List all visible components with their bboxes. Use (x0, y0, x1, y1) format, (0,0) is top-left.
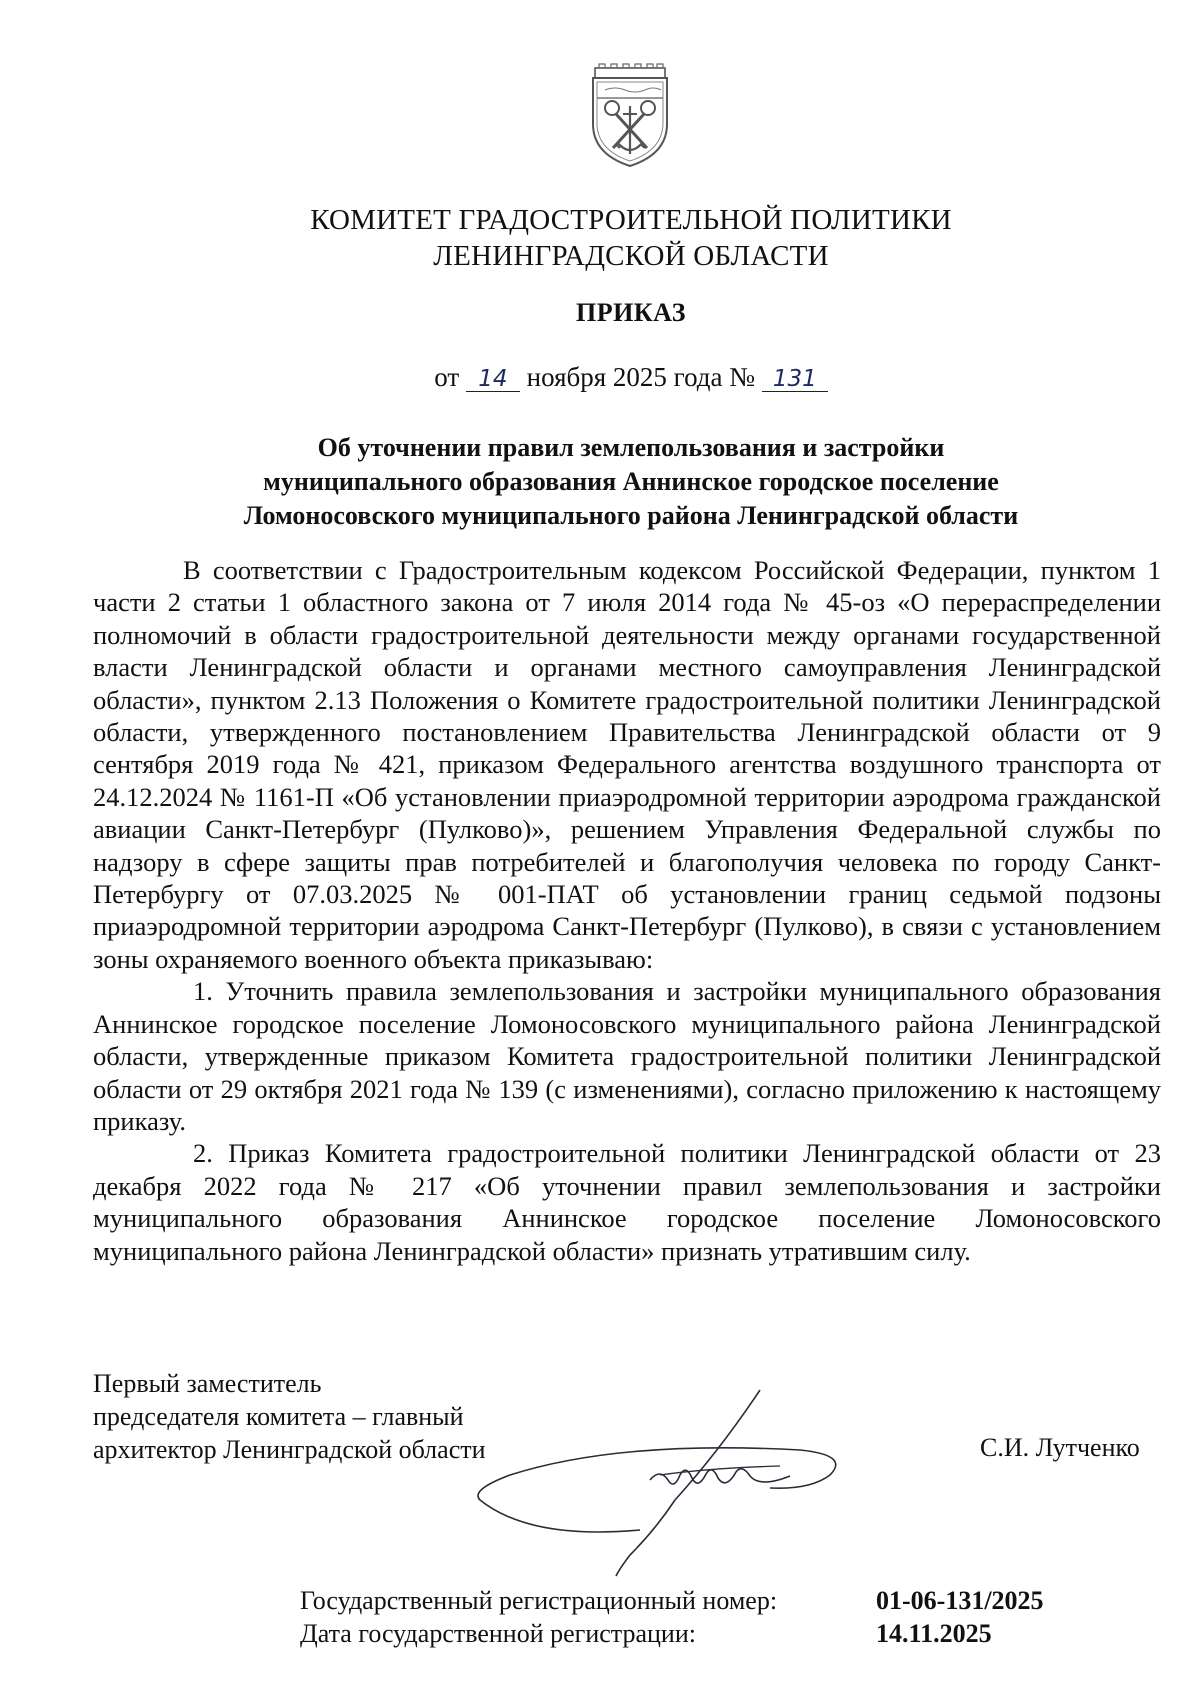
order-date-line (0, 362, 1200, 393)
signatory-name: С.И. Лутченко (980, 1433, 1140, 1462)
position-line1: Первый заместитель (93, 1369, 322, 1398)
date-middle: ноября 2025 года № (526, 362, 756, 392)
registration-date-label: Дата государственной регистрации: (300, 1619, 696, 1648)
order-body (93, 554, 1161, 1267)
registration-date-value: 14.11.2025 (876, 1619, 992, 1648)
order-item-2: 2. Приказ Комитета градостроительной политики Ленинградской области от 23 декабря 2022 года № 217 «Об уточнении правил землепользования и застройки муниципального образования Аннинское городское поселение Ломоносовского муниципального района Ленинградской области» признать утратившим силу. (93, 1138, 1161, 1266)
handwritten-signature (470, 1380, 940, 1580)
committee-name-line2: ЛЕНИНГРАДСКОЙ ОБЛАСТИ (433, 240, 829, 272)
subject-line2: муниципального образования Аннинское городское поселение (263, 467, 999, 496)
committee-name (0, 202, 1200, 274)
preamble-paragraph: В соответствии с Градостроительным кодексом Российской Федерации, пунктом 1 части 2 статьи 1 областного закона от 7 июля 2014 года № 45-оз «О перераспределении полномочий в области градостроительной деятельности между органами государственной власти Ленинградской области и органами местного самоуправления Ленинградской области», пунктом 2.13 Положения о Комитете градостроительной политики Ленинградской области, утвержденного постановлением Правительства Ленинградской области от 9 сентября 2019 года № 421, приказом Федерального агентства воздушного транспорта от 24.12.2024 № 1161-П «Об установлении приаэродромной территории аэродрома гражданской авиации Санкт-Петербург (Пулково)», решением Управления Федеральной службы по надзору в сфере защиты прав потребителей и благополучия человека по городу Санкт-Петербургу от 07.03.2025 № 001-ПАТ об установлении границ седьмой подзоны приаэродромной территории аэродрома Санкт-Петербург (Пулково), в связи с установлением зоны охраняемого военного объекта приказываю: (93, 555, 1161, 974)
position-line3: архитектор Ленинградской области (93, 1435, 486, 1464)
order-day: 14 (466, 367, 520, 392)
order-number: 131 (762, 367, 828, 392)
committee-name-line1: КОМИТЕТ ГРАДОСТРОИТЕЛЬНОЙ ПОЛИТИКИ (310, 204, 952, 236)
order-item-1: 1. Уточнить правила землепользования и застройки муниципального образования Аннинское городское поселение Ломоносовского муниципального района Ленинградской области, утвержденные приказом Комитета градостроительной политики Ленинградской области от 29 октября 2021 года № 139 (с изменениями), согласно приложению к настоящему приказу. (93, 976, 1161, 1136)
registration-number-value: 01-06-131/2025 (876, 1586, 1044, 1615)
position-line2: председателя комитета – главный (93, 1402, 464, 1431)
leningrad-oblast-coat-of-arms-icon (585, 62, 675, 170)
registration-number-label: Государственный регистрационный номер: (300, 1586, 778, 1615)
subject-line3: Ломоносовского муниципального района Ленинградской области (243, 501, 1019, 530)
subject-line1: Об уточнении правил землепользования и застройки (317, 433, 945, 462)
doc-type: ПРИКАЗ (575, 298, 687, 327)
signatory-position (93, 1367, 486, 1466)
registration-block (300, 1584, 1044, 1650)
date-prefix: от (434, 362, 460, 392)
registration-number-row (300, 1584, 1044, 1617)
order-subject (0, 431, 1200, 533)
registration-date-row (300, 1617, 1044, 1650)
